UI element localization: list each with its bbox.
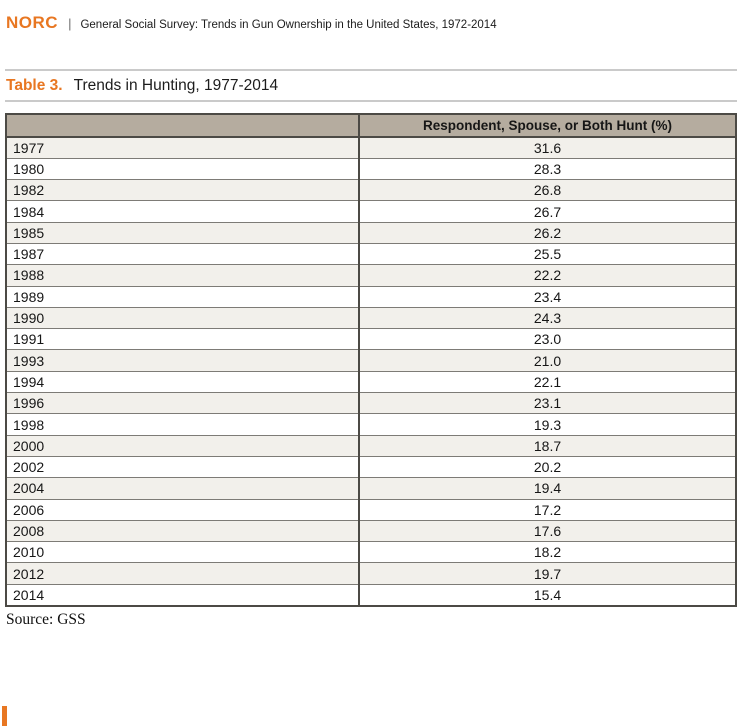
table-row xyxy=(6,158,736,179)
table-row xyxy=(6,542,736,563)
year-cell: 2000 xyxy=(6,435,359,456)
value-cell: 21.0 xyxy=(359,350,736,371)
table-row xyxy=(6,222,736,243)
year-cell: 1996 xyxy=(6,393,359,414)
table-number-label: Table 3. xyxy=(6,77,63,94)
value-cell: 28.3 xyxy=(359,158,736,179)
page-header xyxy=(6,13,497,33)
table-row xyxy=(6,243,736,264)
value-cell: 23.4 xyxy=(359,286,736,307)
year-cell: 1989 xyxy=(6,286,359,307)
value-cell: 26.7 xyxy=(359,201,736,222)
table-row xyxy=(6,329,736,350)
brand-separator: | xyxy=(68,16,72,31)
table-row xyxy=(6,265,736,286)
year-cell: 1977 xyxy=(6,137,359,158)
table-row xyxy=(6,350,736,371)
table-row xyxy=(6,456,736,477)
table-row xyxy=(6,393,736,414)
year-cell: 1990 xyxy=(6,307,359,328)
year-cell: 1984 xyxy=(6,201,359,222)
table-title: Trends in Hunting, 1977-2014 xyxy=(73,77,279,94)
table-row xyxy=(6,478,736,499)
value-cell: 17.6 xyxy=(359,520,736,541)
year-cell: 2008 xyxy=(6,520,359,541)
value-cell: 18.2 xyxy=(359,542,736,563)
table-row xyxy=(6,414,736,435)
year-cell: 1980 xyxy=(6,158,359,179)
table-row xyxy=(6,371,736,392)
table-row xyxy=(6,137,736,158)
year-cell: 2010 xyxy=(6,542,359,563)
value-cell: 26.8 xyxy=(359,180,736,201)
table-row xyxy=(6,584,736,605)
value-cell: 31.6 xyxy=(359,137,736,158)
value-column-header: Respondent, Spouse, or Both Hunt (%) xyxy=(359,114,736,137)
table-row xyxy=(6,201,736,222)
value-cell: 20.2 xyxy=(359,456,736,477)
year-cell: 1982 xyxy=(6,180,359,201)
year-column-header xyxy=(6,114,359,137)
table-row xyxy=(6,563,736,584)
value-cell: 24.3 xyxy=(359,307,736,328)
divider-rule-top xyxy=(5,69,737,71)
table-row xyxy=(6,435,736,456)
table-row xyxy=(6,520,736,541)
table-row xyxy=(6,499,736,520)
value-cell: 22.1 xyxy=(359,371,736,392)
divider-rule-bottom xyxy=(5,100,737,102)
year-cell: 1994 xyxy=(6,371,359,392)
value-cell: 23.1 xyxy=(359,393,736,414)
year-cell: 2012 xyxy=(6,563,359,584)
table-header-row xyxy=(6,114,736,137)
value-cell: 25.5 xyxy=(359,243,736,264)
table-row xyxy=(6,307,736,328)
value-cell: 19.7 xyxy=(359,563,736,584)
hunting-trends-table xyxy=(5,113,737,607)
norc-logo: NORC xyxy=(6,13,59,32)
year-cell: 2006 xyxy=(6,499,359,520)
table-caption xyxy=(6,77,278,95)
year-cell: 2014 xyxy=(6,584,359,605)
value-cell: 18.7 xyxy=(359,435,736,456)
year-cell: 1988 xyxy=(6,265,359,286)
year-cell: 2004 xyxy=(6,478,359,499)
report-title: General Social Survey: Trends in Gun Ownership in the United States, 1972-2014 xyxy=(80,19,497,31)
year-cell: 1987 xyxy=(6,243,359,264)
table-body xyxy=(6,137,736,606)
table-row xyxy=(6,180,736,201)
year-cell: 1998 xyxy=(6,414,359,435)
year-cell: 1993 xyxy=(6,350,359,371)
year-cell: 1991 xyxy=(6,329,359,350)
source-note: Source: GSS xyxy=(6,611,86,628)
value-cell: 15.4 xyxy=(359,584,736,605)
value-cell: 22.2 xyxy=(359,265,736,286)
value-cell: 26.2 xyxy=(359,222,736,243)
value-cell: 23.0 xyxy=(359,329,736,350)
year-cell: 1985 xyxy=(6,222,359,243)
year-cell: 2002 xyxy=(6,456,359,477)
value-cell: 19.4 xyxy=(359,478,736,499)
page-footer-accent-bar xyxy=(2,706,7,726)
value-cell: 19.3 xyxy=(359,414,736,435)
table-row xyxy=(6,286,736,307)
value-cell: 17.2 xyxy=(359,499,736,520)
